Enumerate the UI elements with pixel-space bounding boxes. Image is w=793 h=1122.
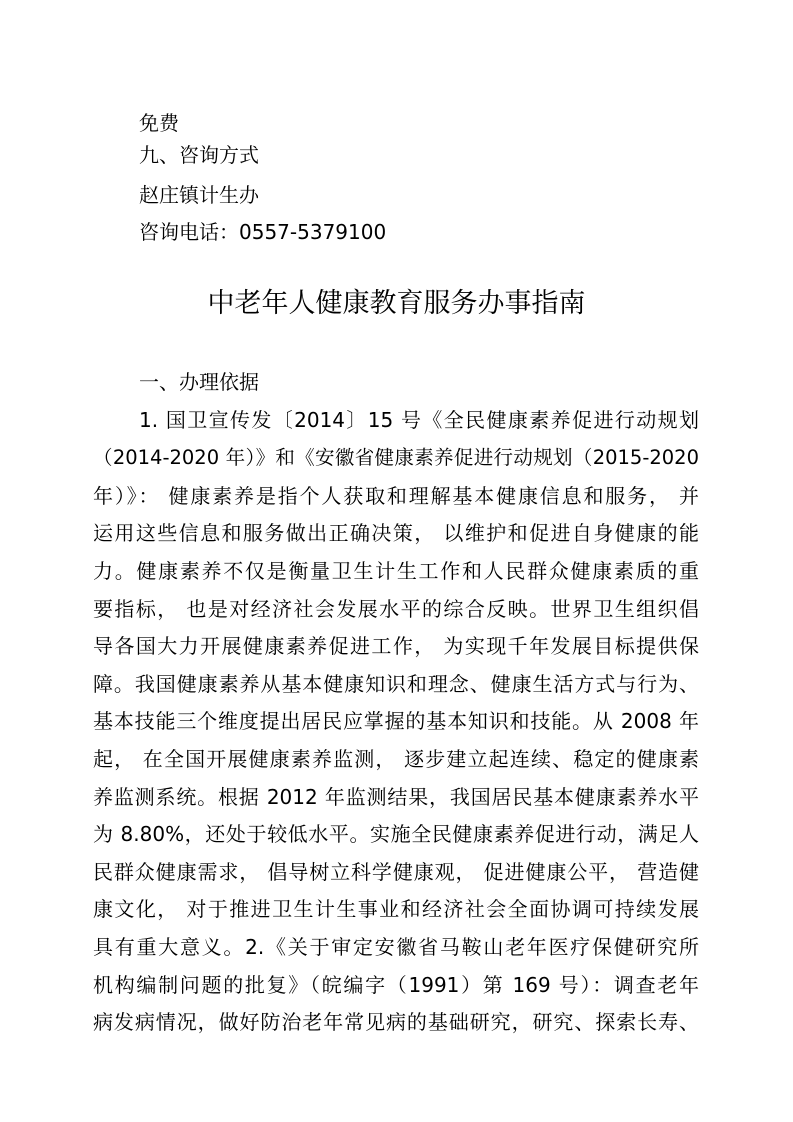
- body-line: 要指标， 也是对经济社会发展水平的综合反映。世界卫生组织倡: [93, 597, 699, 621]
- body-line: 病发病情况，做好防治老年常见病的基础研究，研究、探索长寿、: [93, 1010, 699, 1034]
- phone-line: 咨询电话：0557-5379100: [139, 220, 387, 244]
- body-line: （2014-2020 年）》和《安徽省健康素养促进行动规划（2015-2020: [93, 446, 699, 469]
- body-line: 导各国大力开展健康素养促进工作， 为实现千年发展目标提供保: [93, 634, 699, 658]
- body-line: 运用这些信息和服务做出正确决策， 以维护和促进自身健康的能: [93, 521, 699, 545]
- fee-text: 免费: [139, 111, 179, 135]
- body-line: 年）》： 健康素养是指个人获取和理解基本健康信息和服务， 并: [93, 484, 699, 508]
- body-line: 康文化， 对于推进卫生计生事业和经济社会全面协调可持续发展: [93, 897, 699, 921]
- body-line: 基本技能三个维度提出居民应掌握的基本知识和技能。从 2008 年: [93, 709, 699, 733]
- body-line: 1. 国卫宣传发〔2014〕15 号《全民健康素养促进行动规划: [139, 408, 699, 432]
- body-line: 机构编制问题的批复》（皖编字（1991）第 169 号）：调查老年: [93, 973, 699, 997]
- body-line: 起， 在全国开展健康素养监测， 逐步建立起连续、稳定的健康素: [93, 747, 699, 771]
- office-name: 赵庄镇计生办: [139, 183, 259, 207]
- body-line: 障。我国健康素养从基本健康知识和理念、健康生活方式与行为、: [93, 672, 699, 696]
- body-line: 具有重大意义。2.《关于审定安徽省马鞍山老年医疗保健研究所: [93, 935, 699, 959]
- body-line: 民群众健康需求， 倡导树立科学健康观， 促进健康公平， 营造健: [93, 860, 699, 884]
- section-nine-heading: 九、咨询方式: [139, 143, 259, 167]
- body-line: 力。健康素养不仅是衡量卫生计生工作和人民群众健康素质的重: [93, 559, 699, 583]
- body-line: 为 8.80%，还处于较低水平。实施全民健康素养促进行动，满足人: [93, 822, 699, 846]
- page-title: 中老年人健康教育服务办事指南: [207, 288, 586, 319]
- section-one-heading: 一、办理依据: [139, 370, 259, 394]
- body-line: 养监测系统。根据 2012 年监测结果，我国居民基本健康素养水平: [93, 785, 699, 809]
